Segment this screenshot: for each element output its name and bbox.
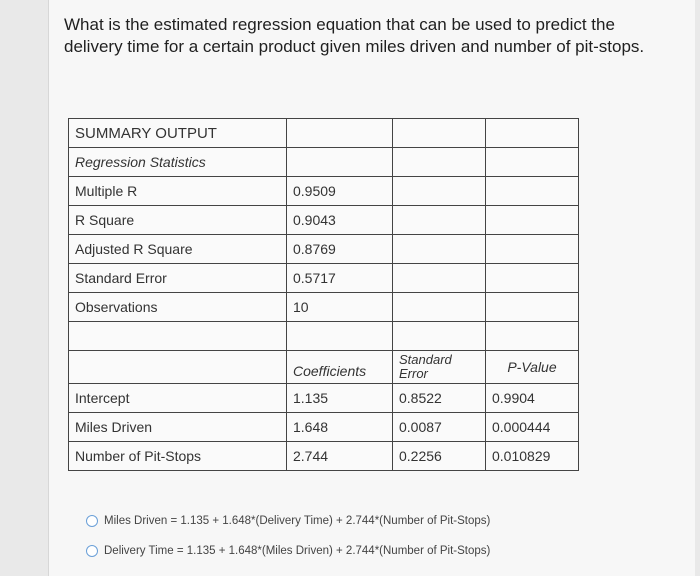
- p-value: 0.010829: [486, 442, 579, 471]
- stat-value: 0.5717: [287, 264, 393, 293]
- option-text: Miles Driven = 1.135 + 1.648*(Delivery Time) + 2.744*(Number of Pit-Stops): [104, 515, 491, 527]
- table-row: [69, 264, 579, 293]
- p-value-header: P-Value: [486, 351, 579, 384]
- table-row: [69, 442, 579, 471]
- radio-button[interactable]: [86, 515, 98, 527]
- question-text: What is the estimated regression equation that can be used to predict the delivery time for a certain product given miles driven and number of pit-stops.: [64, 15, 645, 56]
- summary-title: SUMMARY OUTPUT: [69, 119, 287, 148]
- table-row: [69, 293, 579, 322]
- se-value: 0.8522: [393, 384, 486, 413]
- p-value: 0.000444: [486, 413, 579, 442]
- table-row: [69, 235, 579, 264]
- coefficients-header: Coefficients: [287, 351, 393, 384]
- standard-error-header: Standard Error: [393, 351, 486, 384]
- table-row: [69, 384, 579, 413]
- table-row: [69, 177, 579, 206]
- stat-value: 0.9509: [287, 177, 393, 206]
- coef-value: 2.744: [287, 442, 393, 471]
- se-value: 0.2256: [393, 442, 486, 471]
- coef-label: Intercept: [69, 384, 287, 413]
- answer-option[interactable]: [86, 515, 490, 527]
- summary-output-table: [68, 118, 579, 471]
- table-row: [69, 413, 579, 442]
- se-value: 0.0087: [393, 413, 486, 442]
- answer-option[interactable]: [86, 545, 490, 557]
- table-row: [69, 206, 579, 235]
- coef-value: 1.648: [287, 413, 393, 442]
- stat-label: R Square: [69, 206, 287, 235]
- option-text: Delivery Time = 1.135 + 1.648*(Miles Driven) + 2.744*(Number of Pit-Stops): [104, 545, 491, 557]
- p-value: 0.9904: [486, 384, 579, 413]
- coef-label: Miles Driven: [69, 413, 287, 442]
- regression-statistics-label: Regression Statistics: [69, 148, 287, 177]
- stat-value: 10: [287, 293, 393, 322]
- coef-value: 1.135: [287, 384, 393, 413]
- stat-value: 0.9043: [287, 206, 393, 235]
- coef-label: Number of Pit-Stops: [69, 442, 287, 471]
- stat-label: Standard Error: [69, 264, 287, 293]
- radio-button[interactable]: [86, 545, 98, 557]
- stat-label: Adjusted R Square: [69, 235, 287, 264]
- stat-label: Multiple R: [69, 177, 287, 206]
- stat-value: 0.8769: [287, 235, 393, 264]
- stat-label: Observations: [69, 293, 287, 322]
- coefficients-header-row: [69, 351, 579, 384]
